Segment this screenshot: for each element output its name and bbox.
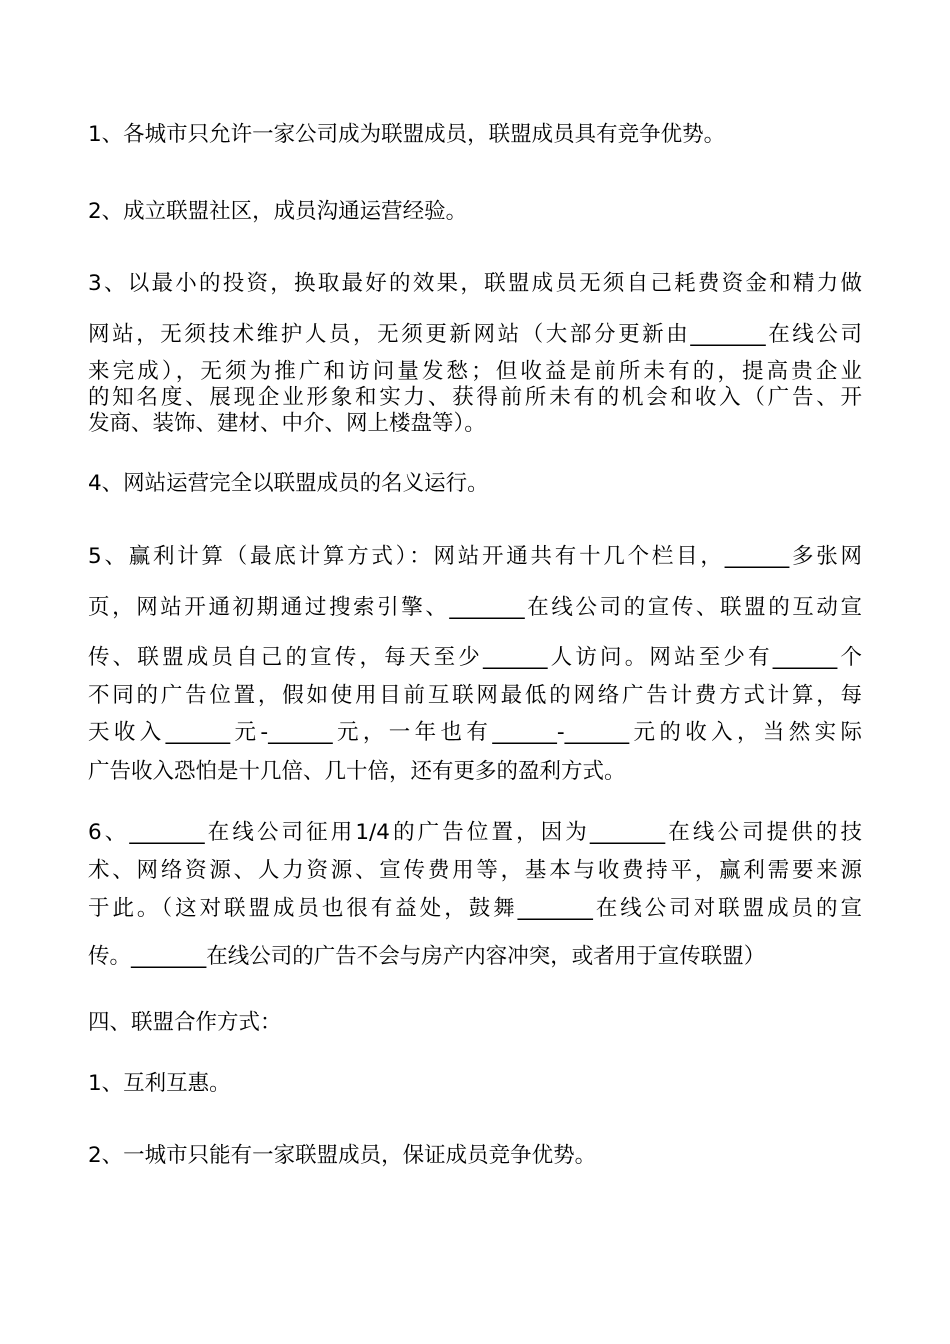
paragraph-line: 6、_______在线公司征用1/4的广告位置，因为_______在线公司提供的技 [88,820,862,845]
paragraph-line: 3、以最小的投资，换取最好的效果，联盟成员无须自己耗费资金和精力做 [88,271,862,296]
paragraph-line: 的知名度、展现企业形象和实力、获得前所未有的机会和收入（广告、开 [88,385,862,410]
paragraph-line: 2、成立联盟社区，成员沟通运营经验。 [88,199,468,224]
paragraph-line: 不同的广告位置，假如使用目前互联网最低的网络广告计费方式计算，每 [88,683,862,708]
paragraph-line: 天收入______元-______元，一年也有______-______元的收入，当然实际 [88,720,862,745]
paragraph-line: 于此。（这对联盟成员也很有益处，鼓舞_______在线公司对联盟成员的宣 [88,896,862,921]
paragraph-line: 广告收入恐怕是十几倍、几十倍，还有更多的盈利方式。 [88,759,626,784]
paragraph-line: 4、网站运营完全以联盟成员的名义运行。 [88,471,489,496]
paragraph-line: 来完成），无须为推广和访问量发愁；但收益是前所未有的，提高贵企业 [88,359,862,384]
paragraph-line: 术、网络资源、人力资源、宣传费用等，基本与收费持平，赢利需要来源 [88,858,862,883]
section-heading: 四、联盟合作方式： [88,1010,282,1035]
paragraph-line: 页，网站开通初期通过搜索引擎、_______在线公司的宣传、联盟的互动宣 [88,595,862,620]
paragraph-line: 5、赢利计算（最底计算方式）：网站开通共有十几个栏目，______多张网 [88,544,862,569]
paragraph-line: 传。_______在线公司的广告不会与房产内容冲突，或者用于宣传联盟） [88,944,766,969]
paragraph-line: 传、联盟成员自己的宣传，每天至少______人访问。网站至少有______个 [88,645,862,670]
paragraph-line: 2、一城市只能有一家联盟成员，保证成员竞争优势。 [88,1143,597,1168]
paragraph-line: 1、各城市只允许一家公司成为联盟成员，联盟成员具有竞争优势。 [88,122,726,147]
paragraph-line: 网站，无须技术维护人员，无须更新网站（大部分更新由_______在线公司 [88,322,862,347]
paragraph-line: 1、互利互惠。 [88,1071,231,1096]
paragraph-line: 发商、装饰、建材、中介、网上楼盘等）。 [88,411,486,436]
